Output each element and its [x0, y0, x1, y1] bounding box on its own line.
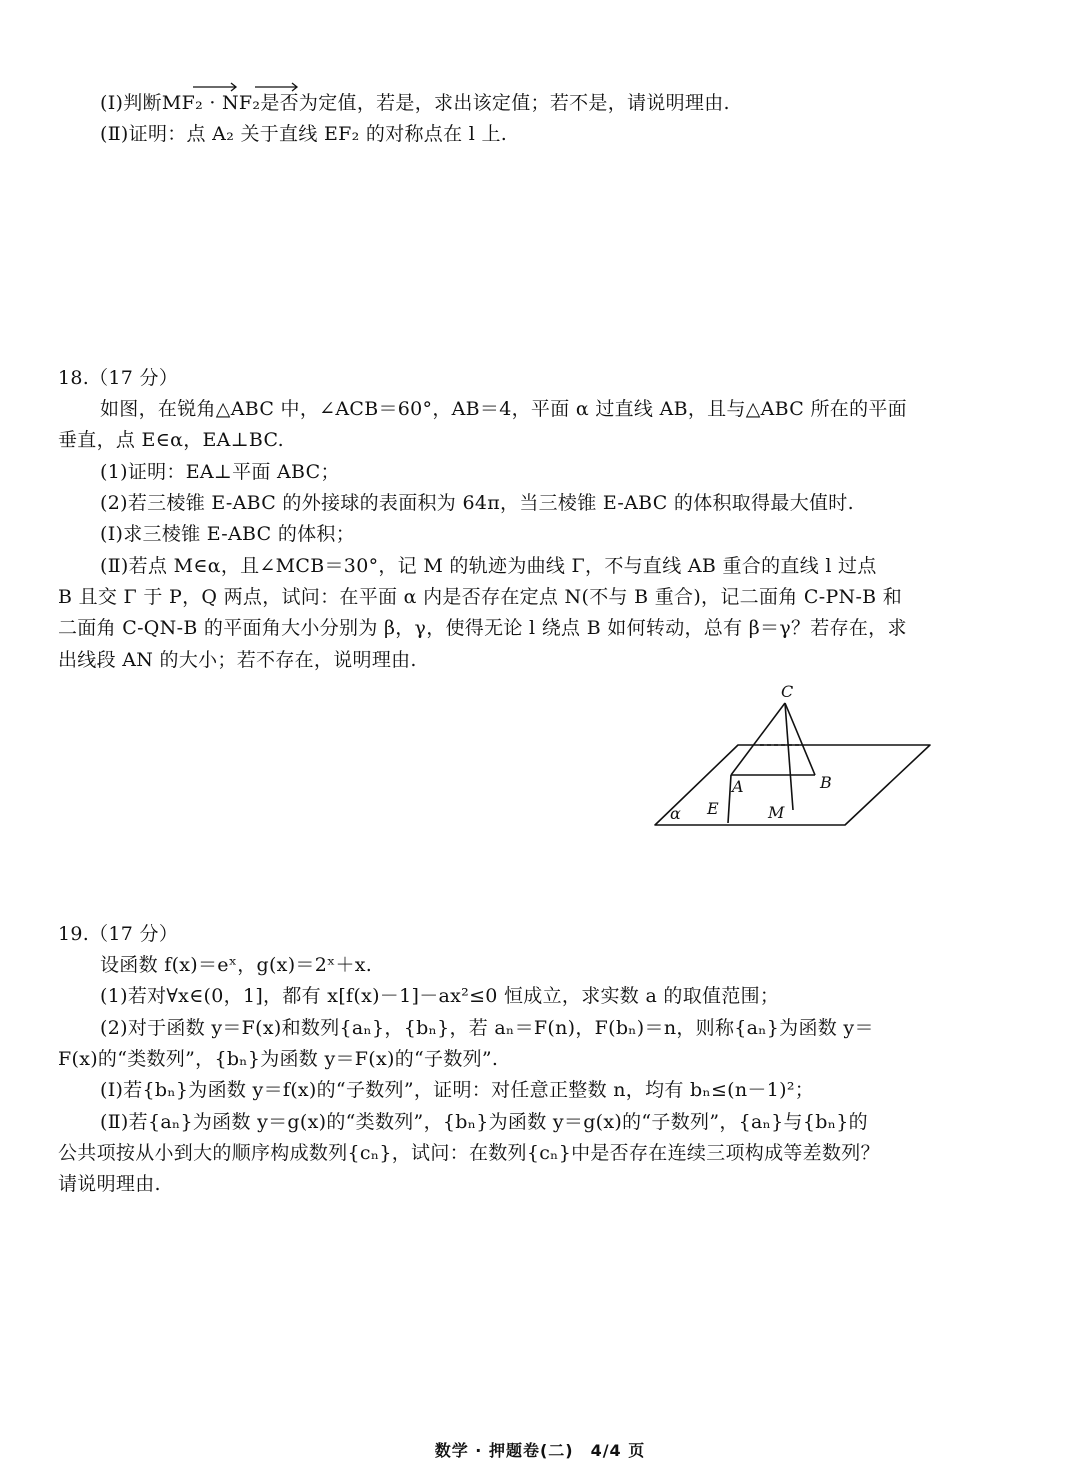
- q19-line-4: F(x)的“类数列”，{bₙ}为函数 y＝F(x)的“子数列”.: [58, 1048, 499, 1070]
- page-footer: 数学 · 押题卷(二) 4/4 页: [434, 1441, 646, 1460]
- q18-header: 18.（17 分）: [58, 367, 179, 389]
- q17-part-i: (Ⅰ)判断MF₂ · NF₂是否为定值，若是，求出该定值；若不是，请说明理由.: [100, 92, 730, 114]
- q18-figure: [640, 675, 940, 835]
- vector-arrows: [0, 0, 1080, 120]
- q18-line-5: (Ⅰ)求三棱锥 E-ABC 的体积；: [100, 523, 356, 545]
- q18-line-1: 如图，在锐角△ABC 中，∠ACB＝60°，AB＝4，平面 α 过直线 AB，且与△ABC 所在的平面: [100, 398, 907, 420]
- q17-part-ii: (Ⅱ)证明：点 A₂ 关于直线 EF₂ 的对称点在 l 上.: [100, 123, 508, 145]
- q18-line-6: (Ⅱ)若点 M∈α，且∠MCB＝30°，记 M 的轨迹为曲线 Γ，不与直线 AB 重合的直线 l 过点: [100, 555, 877, 577]
- q19-line-2: (1)若对∀x∈(0，1]，都有 x[f(x)－1]－ax²≤0 恒成立，求实数 a 的取值范围；: [100, 985, 780, 1007]
- q19-line-1: 设函数 f(x)＝eˣ，g(x)＝2ˣ＋x.: [100, 954, 373, 976]
- label-e: E: [707, 799, 719, 818]
- label-c: C: [781, 682, 794, 701]
- q18-line-8: 二面角 C-QN-B 的平面角大小分别为 β，γ，使得无论 l 绕点 B 如何转动，总有 β＝γ？若存在，求: [58, 617, 907, 639]
- edge-ca: [731, 703, 785, 775]
- edge-ea: [728, 775, 731, 823]
- label-a: A: [732, 777, 744, 796]
- q19-line-7: 公共项按从小到大的顺序构成数列{cₙ}，试问：在数列{cₙ}中是否存在连续三项构成等差数列？: [58, 1142, 880, 1164]
- label-m: M: [768, 803, 785, 822]
- q18-line-4: (2)若三棱锥 E-ABC 的外接球的表面积为 64π，当三棱锥 E-ABC 的体积取得最大值时.: [100, 492, 854, 514]
- label-b: B: [820, 773, 832, 792]
- q19-line-3: (2)对于函数 y＝F(x)和数列{aₙ}，{bₙ}，若 aₙ＝F(n)，F(bₙ)＝n，则称{aₙ}为函数 y＝: [100, 1017, 874, 1039]
- q18-line-3: (1)证明：EA⊥平面 ABC；: [100, 461, 340, 483]
- q19-header: 19.（17 分）: [58, 923, 179, 945]
- q18-line-2: 垂直，点 E∈α，EA⊥BC.: [58, 429, 284, 451]
- q19-line-5: (Ⅰ)若{bₙ}为函数 y＝f(x)的“子数列”，证明：对任意正整数 n，均有 bₙ≤(n－1)²；: [100, 1079, 815, 1101]
- q18-line-7: B 且交 Γ 于 P，Q 两点，试问：在平面 α 内是否存在定点 N(不与 B 重合)，记二面角 C-PN-B 和: [58, 586, 903, 608]
- q18-line-9: 出线段 AN 的大小；若不存在，说明理由.: [58, 649, 417, 671]
- q19-line-6: (Ⅱ)若{aₙ}为函数 y＝g(x)的“类数列”，{bₙ}为函数 y＝g(x)的“子数列”，{aₙ}与{bₙ}的: [100, 1111, 868, 1133]
- label-alpha: α: [670, 804, 681, 823]
- plane-alpha: [655, 745, 930, 825]
- q19-line-8: 请说明理由.: [58, 1173, 161, 1195]
